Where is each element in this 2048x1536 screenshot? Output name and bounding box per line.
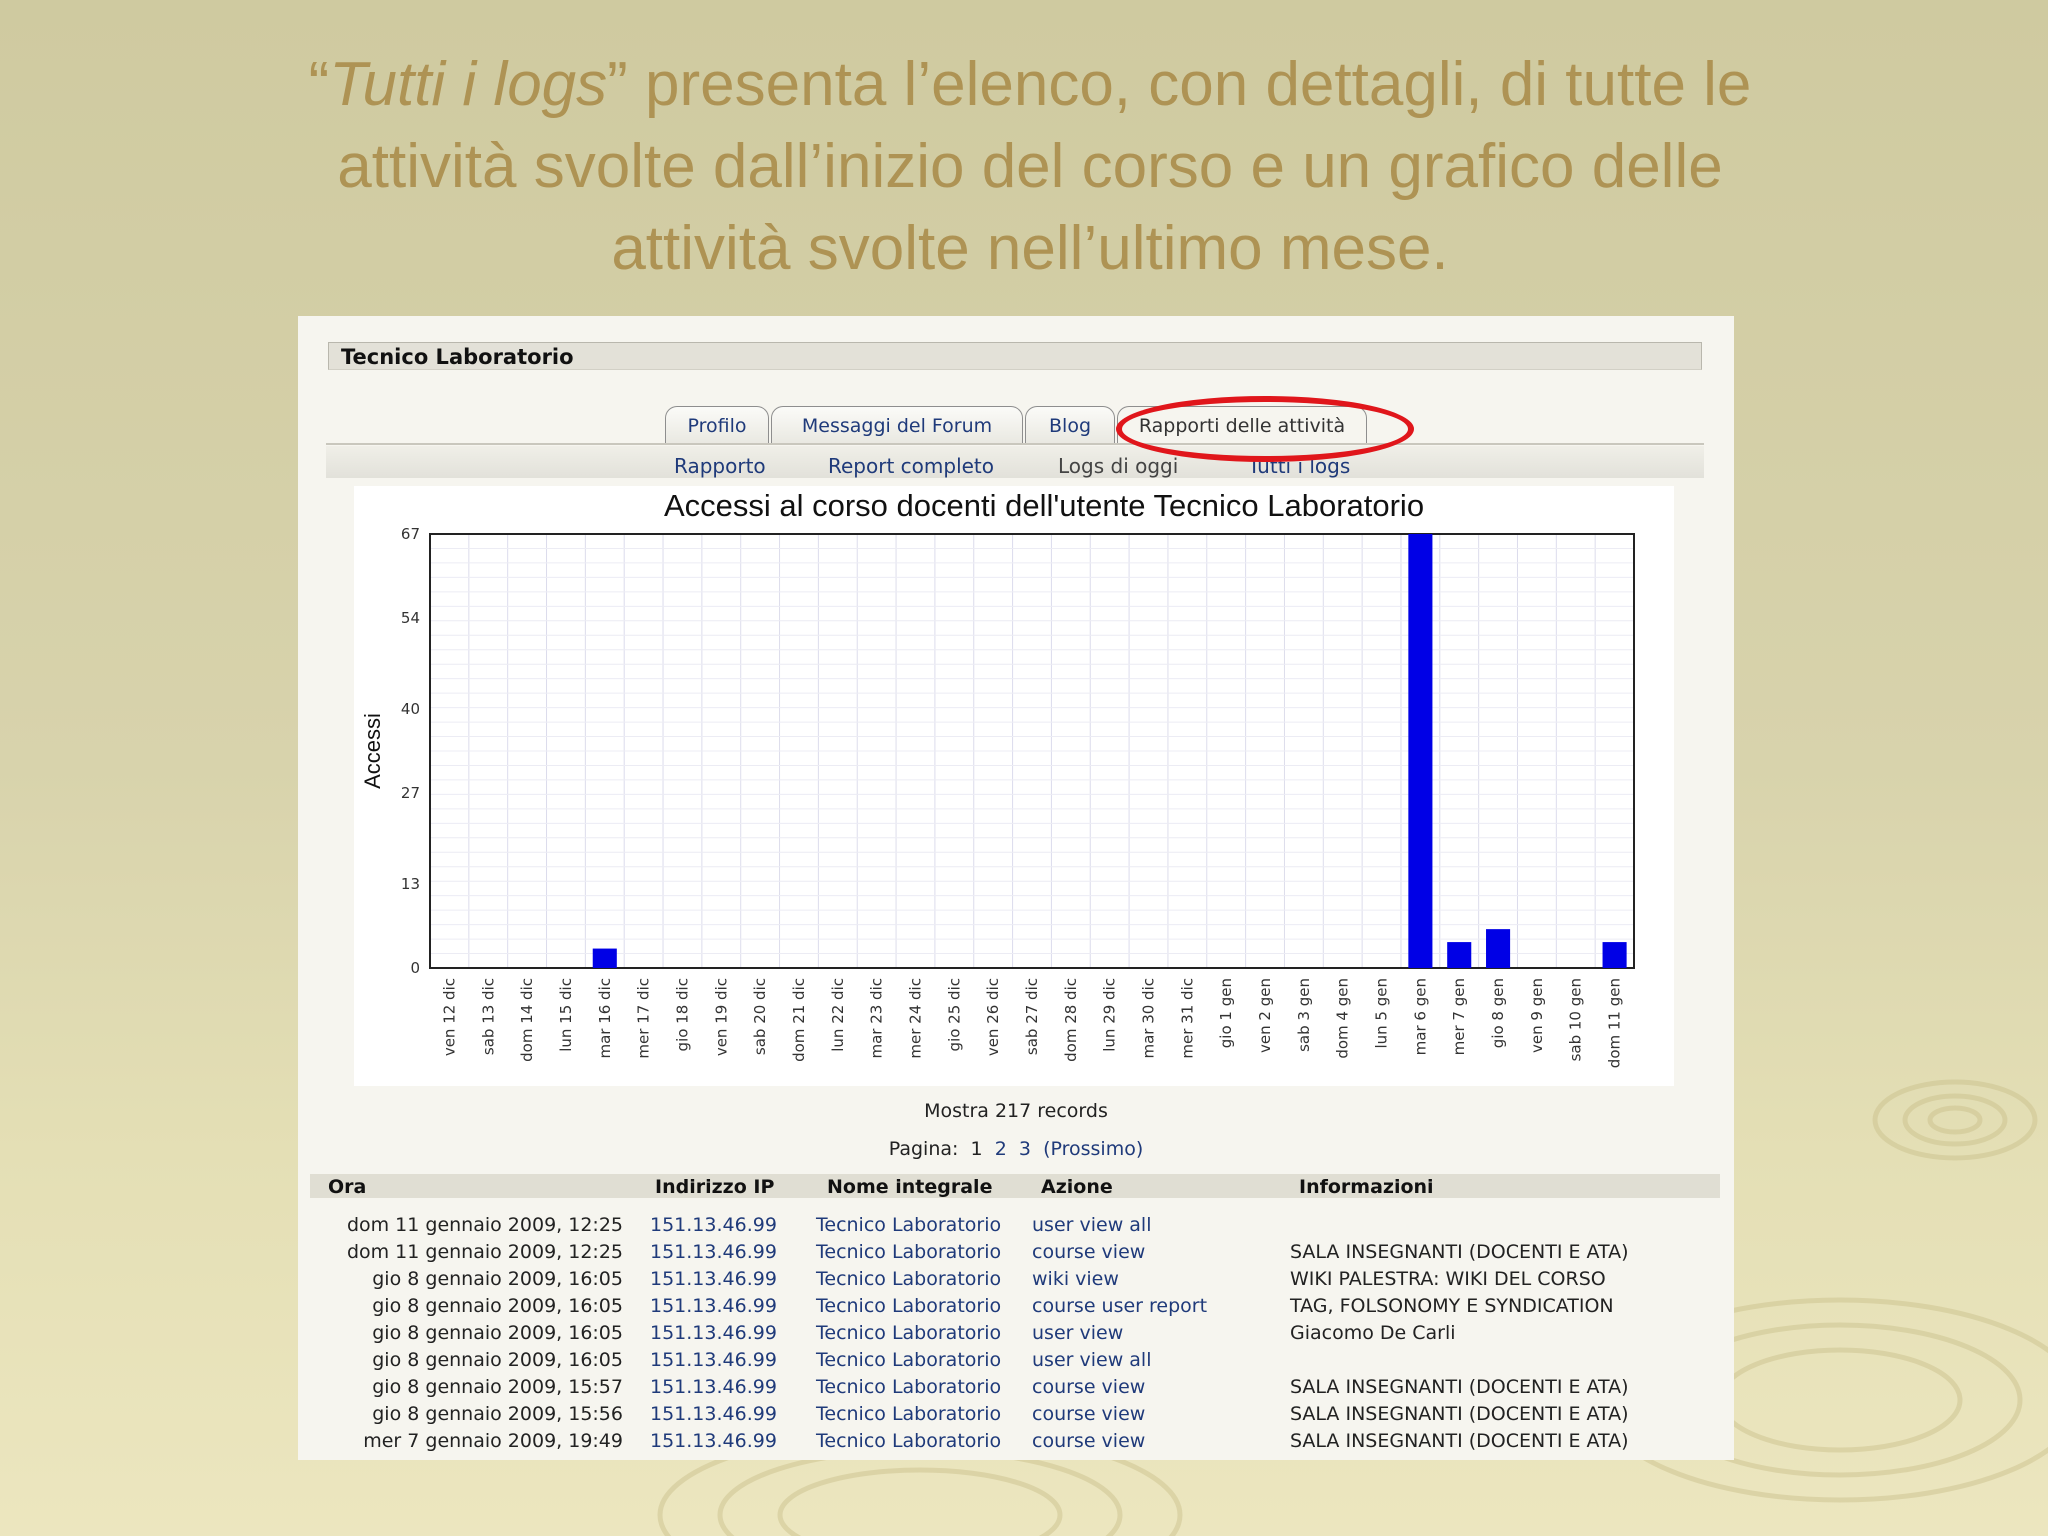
x-tick-label: gio 25 dic <box>945 978 964 1052</box>
slide-title-line1: ” presenta l’elenco, con dettagli, di tutte le <box>607 50 1752 119</box>
row-3-ora: gio 8 gennaio 2009, 16:05 <box>372 1268 623 1290</box>
access-chart <box>354 486 1674 1086</box>
pager-current: 1 <box>970 1138 983 1160</box>
x-tick-label: ven 9 gen <box>1527 978 1546 1053</box>
row-3-info: WIKI PALESTRA: WIKI DEL CORSO <box>1290 1268 1606 1290</box>
tab-rapporti-attivita[interactable]: Rapporti delle attività <box>1117 406 1367 444</box>
row-6-azione[interactable]: user view all <box>1032 1349 1152 1371</box>
row-5-azione[interactable]: user view <box>1032 1322 1124 1344</box>
row-5-info: Giacomo De Carli <box>1290 1322 1456 1344</box>
pager-label: Pagina: <box>888 1138 959 1160</box>
row-6-nome[interactable]: Tecnico Laboratorio <box>816 1349 1002 1371</box>
y-tick-label: 0 <box>410 959 420 977</box>
slide-title-italic: Tutti i logs <box>329 50 608 119</box>
x-tick-label: lun 15 dic <box>556 978 575 1052</box>
x-tick-label: mar 23 dic <box>867 978 886 1059</box>
x-tick-label: ven 19 dic <box>712 978 731 1057</box>
row-2-ora: dom 11 gennaio 2009, 12:25 <box>346 1241 623 1263</box>
x-tick-label: dom 28 dic <box>1061 978 1080 1062</box>
row-5-nome[interactable]: Tecnico Laboratorio <box>816 1322 1002 1344</box>
x-tick-label: dom 14 dic <box>518 978 537 1062</box>
x-tick-label: lun 5 gen <box>1372 978 1391 1049</box>
chart-svg <box>354 486 1674 1086</box>
row-5-ora: gio 8 gennaio 2009, 16:05 <box>372 1322 623 1344</box>
records-count: Mostra 217 records <box>924 1100 1108 1122</box>
x-tick-label: mar 6 gen <box>1411 978 1430 1056</box>
bar-gio-8-gen <box>1486 929 1510 968</box>
slide-title-line2: attività svolte dall’inizio del corso e un grafico delle <box>337 132 1723 201</box>
pager-page-3[interactable]: 3 <box>1018 1138 1031 1160</box>
chart-title: Accessi al corso docenti dell'utente Tecnico Laboratorio <box>663 488 1425 523</box>
tab-messaggi-forum[interactable]: Messaggi del Forum <box>771 406 1023 444</box>
row-8-ora: gio 8 gennaio 2009, 15:56 <box>372 1403 623 1425</box>
x-tick-label: mer 24 dic <box>906 978 925 1059</box>
y-axis-label: Accessi <box>360 713 385 789</box>
y-tick-label: 13 <box>400 874 420 893</box>
row-4-info: TAG, FOLSONOMY E SYNDICATION <box>1290 1295 1614 1317</box>
x-tick-label: lun 29 dic <box>1100 978 1119 1052</box>
row-4-ip[interactable]: 151.13.46.99 <box>650 1295 777 1317</box>
tab-divider <box>326 443 1704 445</box>
subtab-logs-oggi[interactable]: Logs di oggi <box>1058 454 1179 478</box>
col-informazioni: Informazioni <box>1299 1176 1434 1198</box>
x-tick-label: mer 31 dic <box>1178 978 1197 1059</box>
pagination <box>298 1138 1734 1160</box>
slide-title: “Tutti i logs” presenta l’elenco, con dettagli, di tutte le attività svolte dall’inizio del corso e un grafico delle attività svolte nell’ultimo mese. <box>140 44 1920 290</box>
row-2-azione[interactable]: course view <box>1032 1241 1146 1263</box>
row-7-nome[interactable]: Tecnico Laboratorio <box>816 1376 1002 1398</box>
x-tick-label: gio 1 gen <box>1217 978 1236 1049</box>
col-indirizzo-ip: Indirizzo IP <box>655 1176 775 1198</box>
x-tick-label: ven 2 gen <box>1256 978 1275 1053</box>
col-azione: Azione <box>1041 1176 1113 1198</box>
row-8-nome[interactable]: Tecnico Laboratorio <box>816 1403 1002 1425</box>
row-1-nome[interactable]: Tecnico Laboratorio <box>816 1214 1002 1236</box>
row-7-info: SALA INSEGNANTI (DOCENTI E ATA) <box>1290 1376 1629 1398</box>
col-nome-integrale: Nome integrale <box>827 1176 993 1198</box>
row-9-info: SALA INSEGNANTI (DOCENTI E ATA) <box>1290 1430 1629 1452</box>
x-tick-label: sab 27 dic <box>1023 978 1041 1056</box>
x-tick-label: dom 21 dic <box>789 978 808 1062</box>
row-6-ip[interactable]: 151.13.46.99 <box>650 1349 777 1371</box>
row-4-ora: gio 8 gennaio 2009, 16:05 <box>372 1295 623 1317</box>
y-tick-label: 40 <box>400 699 420 718</box>
row-9-ip[interactable]: 151.13.46.99 <box>650 1430 777 1452</box>
row-7-ora: gio 8 gennaio 2009, 15:57 <box>372 1376 623 1398</box>
tab-profilo[interactable]: Profilo <box>665 406 769 444</box>
bar-mar-6-gen <box>1408 534 1432 968</box>
pager-next[interactable]: (Prossimo) <box>1043 1138 1144 1160</box>
x-tick-label: dom 11 gen <box>1605 978 1624 1069</box>
slide-title-line3: attività svolte nell’ultimo mese. <box>611 214 1449 283</box>
table-header <box>310 1174 1720 1198</box>
bar-dom-11-gen <box>1603 942 1627 968</box>
row-1-ora: dom 11 gennaio 2009, 12:25 <box>346 1214 623 1236</box>
x-tick-label: mer 7 gen <box>1450 978 1469 1056</box>
x-tick-label: sab 13 dic <box>479 978 498 1056</box>
row-5-ip[interactable]: 151.13.46.99 <box>650 1322 777 1344</box>
bar-mar-16-dic <box>593 949 617 968</box>
x-tick-label: sab 3 gen <box>1294 978 1313 1052</box>
row-1-azione[interactable]: user view all <box>1032 1214 1152 1236</box>
row-8-info: SALA INSEGNANTI (DOCENTI E ATA) <box>1290 1403 1629 1425</box>
row-7-azione[interactable]: course view <box>1032 1376 1146 1398</box>
moodle-screenshot <box>298 316 1734 1460</box>
row-3-nome[interactable]: Tecnico Laboratorio <box>816 1268 1002 1290</box>
x-tick-label: gio 18 dic <box>673 978 692 1052</box>
tab-blog[interactable]: Blog <box>1025 406 1115 444</box>
user-name-header: Tecnico Laboratorio <box>328 342 1702 370</box>
row-9-ora: mer 7 gennaio 2009, 19:49 <box>363 1430 623 1452</box>
x-tick-label: dom 4 gen <box>1333 978 1352 1059</box>
row-3-azione[interactable]: wiki view <box>1032 1268 1119 1290</box>
row-9-azione[interactable]: course view <box>1032 1430 1146 1452</box>
row-2-ip[interactable]: 151.13.46.99 <box>650 1241 777 1263</box>
y-tick-label: 54 <box>400 609 420 628</box>
row-4-nome[interactable]: Tecnico Laboratorio <box>816 1295 1002 1317</box>
row-8-ip[interactable]: 151.13.46.99 <box>650 1403 777 1425</box>
x-tick-label: sab 20 dic <box>751 978 770 1056</box>
row-2-info: SALA INSEGNANTI (DOCENTI E ATA) <box>1290 1241 1629 1263</box>
row-1-ip[interactable]: 151.13.46.99 <box>650 1214 777 1236</box>
subtab-rapporto[interactable]: Rapporto <box>674 454 766 478</box>
pager-page-2[interactable]: 2 <box>994 1138 1007 1160</box>
highlight-oval <box>1116 396 1414 462</box>
x-tick-label: ven 26 dic <box>984 978 1003 1057</box>
row-7-ip[interactable]: 151.13.46.99 <box>650 1376 777 1398</box>
row-3-ip[interactable]: 151.13.46.99 <box>650 1268 777 1290</box>
x-tick-label: gio 8 gen <box>1489 978 1508 1049</box>
x-tick-label: sab 10 gen <box>1566 978 1585 1062</box>
row-6-ora: gio 8 gennaio 2009, 16:05 <box>372 1349 623 1371</box>
subtab-bar <box>326 446 1704 478</box>
x-tick-label: ven 12 dic <box>440 978 459 1057</box>
row-9-nome[interactable]: Tecnico Laboratorio <box>816 1430 1002 1452</box>
subtab-report-completo[interactable]: Report completo <box>828 454 995 478</box>
x-tick-label: mer 17 dic <box>634 978 653 1059</box>
x-tick-label: mar 30 dic <box>1139 978 1158 1059</box>
row-2-nome[interactable]: Tecnico Laboratorio <box>816 1241 1002 1263</box>
subtab-tutti-logs[interactable]: Tutti i logs <box>1248 454 1351 478</box>
x-tick-label: lun 22 dic <box>828 978 847 1052</box>
row-8-azione[interactable]: course view <box>1032 1403 1146 1425</box>
y-tick-label: 67 <box>400 525 420 543</box>
row-4-azione[interactable]: course user report <box>1032 1295 1208 1317</box>
bar-mer-7-gen <box>1447 942 1471 968</box>
y-tick-label: 27 <box>400 784 420 803</box>
col-ora: Ora <box>328 1176 367 1198</box>
x-tick-label: mar 16 dic <box>595 978 614 1059</box>
